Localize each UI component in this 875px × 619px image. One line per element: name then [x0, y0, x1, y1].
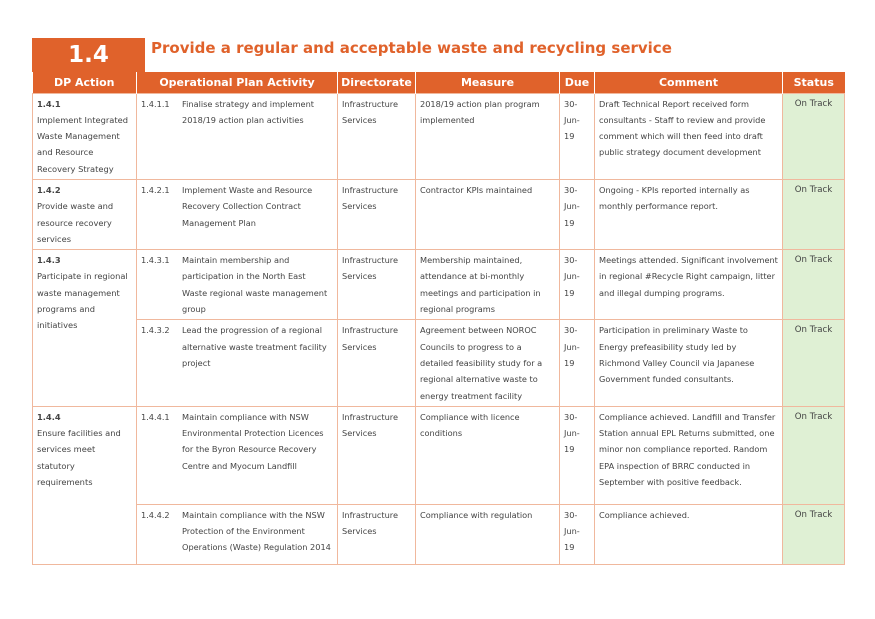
- status-badge: On Track: [783, 250, 845, 320]
- due-cell: 30-Jun-19: [560, 250, 595, 320]
- comment-cell: Compliance achieved.: [595, 504, 783, 564]
- measure-cell: Compliance with regulation: [416, 504, 560, 564]
- activity-code: 1.4.4.2: [141, 509, 170, 520]
- dp-action-text: Provide waste and resource recovery services: [37, 201, 114, 244]
- directorate-cell: Infrastructure Services: [338, 179, 416, 249]
- comment-cell: Participation in preliminary Waste to Energy prefeasibility study led by Richmond Valley Council via Japanese Government funded consultants.: [595, 320, 783, 406]
- due-cell: 30-Jun-19: [560, 93, 595, 179]
- status-badge: On Track: [783, 93, 845, 179]
- activity-code: 1.4.2.1: [141, 184, 170, 195]
- status-badge: On Track: [783, 406, 845, 504]
- table-row: [33, 250, 845, 320]
- col-measure: Measure: [416, 72, 560, 93]
- dp-action-cell: [33, 93, 137, 179]
- section-title: Provide a regular and acceptable waste and recycling service: [151, 39, 672, 57]
- directorate-cell: Infrastructure Services: [338, 504, 416, 564]
- dp-action-cell: [33, 179, 137, 249]
- directorate-cell: Infrastructure Services: [338, 406, 416, 504]
- due-cell: 30-Jun-19: [560, 179, 595, 249]
- dp-action-text: Ensure facilities and services meet statutory requirements: [37, 428, 121, 488]
- dp-action-text: Participate in regional waste management programs and initiatives: [37, 271, 128, 331]
- activity-text: Implement Waste and Resource Recovery Collection Contract Management Plan: [182, 184, 313, 228]
- activity-code: 1.4.4.1: [141, 411, 170, 422]
- dp-action-code: 1.4.4: [37, 411, 61, 422]
- col-directorate: Directorate: [338, 72, 416, 93]
- directorate-cell: Infrastructure Services: [338, 250, 416, 320]
- activity-code: 1.4.3.2: [141, 325, 170, 336]
- table-row: [33, 93, 845, 179]
- measure-cell: Membership maintained, attendance at bi-monthly meetings and participation in regional programs: [416, 250, 560, 320]
- col-status: Status: [783, 72, 845, 93]
- activity-text: Maintain membership and participation in the North East Waste regional waste management group: [182, 255, 328, 315]
- due-cell: 30-Jun-19: [560, 320, 595, 406]
- status-badge: On Track: [783, 179, 845, 249]
- measure-cell: 2018/19 action plan program implemented: [416, 93, 560, 179]
- table-header-row: [33, 72, 845, 93]
- activity-text: Lead the progression of a regional alternative waste treatment facility project: [182, 325, 327, 368]
- table-row: [33, 406, 845, 504]
- col-dp-action: DP Action: [33, 72, 137, 93]
- activity-cell: [137, 179, 338, 249]
- dp-action-code: 1.4.2: [37, 184, 61, 195]
- measure-cell: Contractor KPIs maintained: [416, 179, 560, 249]
- activity-cell: [137, 250, 338, 320]
- measure-cell: Agreement between NOROC Councils to progress to a detailed feasibility study for a regional alternative waste to energy treatment facility: [416, 320, 560, 406]
- table-row: [33, 504, 845, 564]
- activity-text: Maintain compliance with NSW Environmental Protection Licences for the Byron Resource Recovery Centre and Myocum Landfill: [182, 411, 324, 471]
- due-cell: 30-Jun-19: [560, 504, 595, 564]
- col-comment: Comment: [595, 72, 783, 93]
- directorate-cell: Infrastructure Services: [338, 320, 416, 406]
- comment-cell: Compliance achieved. Landfill and Transfer Station annual EPL Returns submitted, one minor non compliance reported. Random EPA inspection of BRRC conducted in September with positive feedback.: [595, 406, 783, 504]
- activity-cell: [137, 504, 338, 564]
- activity-code: 1.4.3.1: [141, 255, 170, 266]
- dp-action-cell: [33, 406, 137, 564]
- comment-cell: Draft Technical Report received form consultants - Staff to review and provide comment which will then feed into draft public strategy document development: [595, 93, 783, 179]
- table-row: [33, 179, 845, 249]
- dp-action-code: 1.4.3: [37, 255, 61, 266]
- comment-cell: Ongoing - KPIs reported internally as monthly performance report.: [595, 179, 783, 249]
- status-badge: On Track: [783, 504, 845, 564]
- section-number: 1.4: [32, 38, 145, 72]
- table-row: [33, 320, 845, 406]
- activity-code: 1.4.1.1: [141, 98, 170, 109]
- comment-cell: Meetings attended. Significant involvement in regional #Recycle Right campaign, litter and illegal dumping programs.: [595, 250, 783, 320]
- due-cell: 30-Jun-19: [560, 406, 595, 504]
- dp-action-code: 1.4.1: [37, 98, 61, 109]
- measure-cell: Compliance with licence conditions: [416, 406, 560, 504]
- activity-cell: [137, 93, 338, 179]
- col-due: Due: [560, 72, 595, 93]
- directorate-cell: Infrastructure Services: [338, 93, 416, 179]
- status-badge: On Track: [783, 320, 845, 406]
- col-activity: Operational Plan Activity: [137, 72, 338, 93]
- operational-plan-table: [32, 72, 845, 565]
- dp-action-cell: [33, 250, 137, 407]
- section-header: [32, 38, 844, 72]
- activity-text: Maintain compliance with the NSW Protection of the Environment Operations (Waste) Regulation 2014: [182, 509, 331, 553]
- dp-action-text: Implement Integrated Waste Management and Resource Recovery Strategy: [37, 114, 128, 174]
- activity-cell: [137, 320, 338, 406]
- activity-text: Finalise strategy and implement 2018/19 action plan activities: [182, 98, 314, 125]
- activity-cell: [137, 406, 338, 504]
